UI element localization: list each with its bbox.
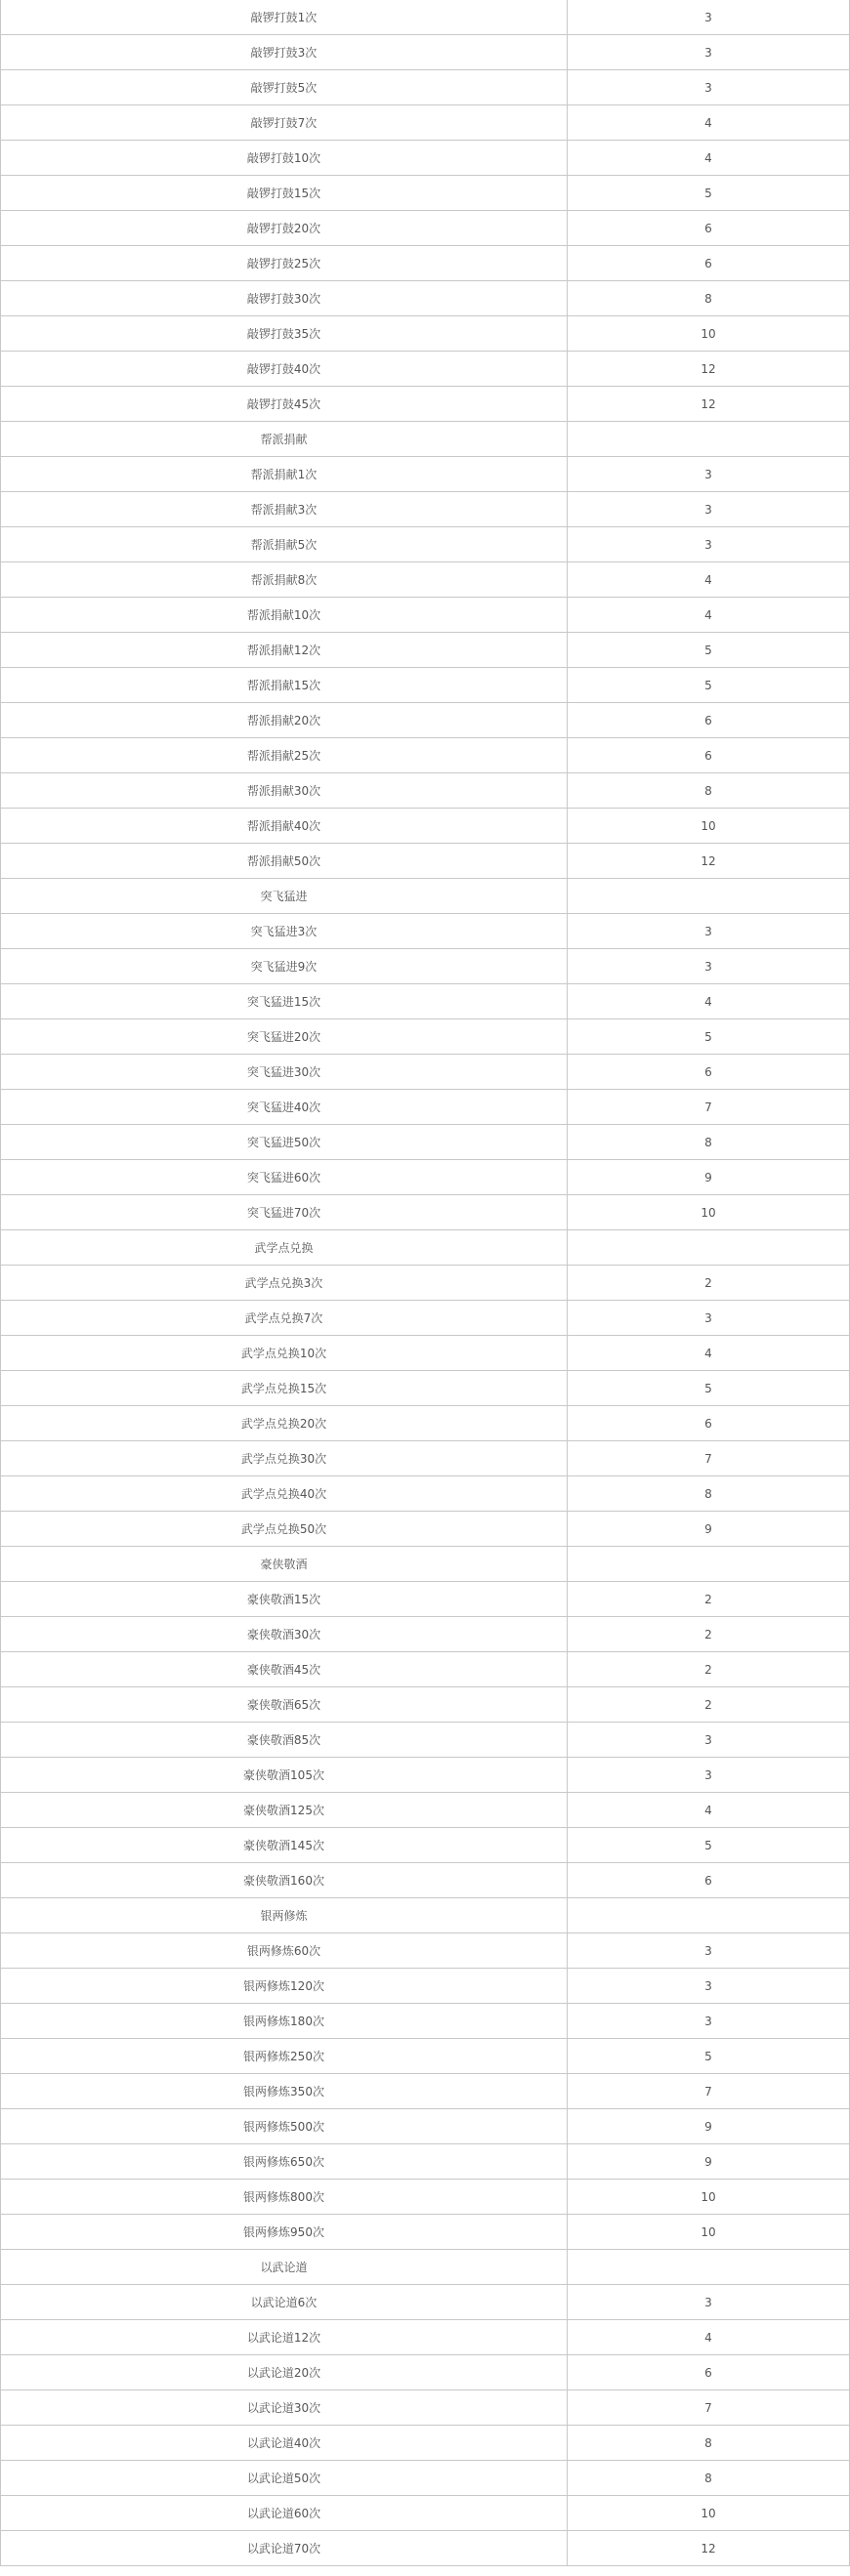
- reward-value-cell: 8: [568, 1476, 850, 1512]
- task-cell: 以武论道70次: [1, 2531, 568, 2566]
- task-cell: 敲锣打鼓35次: [1, 316, 568, 352]
- task-cell: 敲锣打鼓45次: [1, 387, 568, 422]
- table-row: [1, 2004, 850, 2039]
- reward-value-cell: 3: [568, 914, 850, 949]
- task-cell: 突飞猛进40次: [1, 1090, 568, 1125]
- task-cell: 敲锣打鼓20次: [1, 211, 568, 246]
- task-cell: 帮派捐献50次: [1, 844, 568, 879]
- table-row: [1, 598, 850, 633]
- reward-value-cell: 4: [568, 562, 850, 598]
- table-row: [1, 562, 850, 598]
- task-cell: 武学点兑换40次: [1, 1476, 568, 1512]
- reward-value-cell: 3: [568, 457, 850, 492]
- task-cell: 突飞猛进15次: [1, 984, 568, 1019]
- table-row: [1, 1512, 850, 1547]
- task-cell: 敲锣打鼓15次: [1, 176, 568, 211]
- table-row: [1, 1652, 850, 1687]
- reward-value-cell: 6: [568, 211, 850, 246]
- reward-value-cell: 8: [568, 2461, 850, 2496]
- section-title-cell: 突飞猛进: [1, 879, 568, 914]
- task-cell: 武学点兑换3次: [1, 1266, 568, 1301]
- table-row: [1, 2039, 850, 2074]
- table-row: [1, 1406, 850, 1441]
- reward-value-cell: 9: [568, 2144, 850, 2180]
- table-row: [1, 105, 850, 141]
- task-cell: 以武论道6次: [1, 2285, 568, 2320]
- reward-value-cell: 5: [568, 2039, 850, 2074]
- task-cell: 武学点兑换10次: [1, 1336, 568, 1371]
- reward-value-cell: 10: [568, 809, 850, 844]
- reward-value-cell: 3: [568, 2004, 850, 2039]
- reward-value-cell: 7: [568, 1090, 850, 1125]
- task-cell: 敲锣打鼓1次: [1, 0, 568, 35]
- table-row: [1, 1160, 850, 1195]
- task-cell: 突飞猛进3次: [1, 914, 568, 949]
- section-header-row: [1, 1547, 850, 1582]
- table-row: [1, 2320, 850, 2355]
- table-row: [1, 1617, 850, 1652]
- reward-value-cell: 6: [568, 703, 850, 738]
- task-cell: 豪侠敬酒145次: [1, 1828, 568, 1863]
- task-cell: 帮派捐献15次: [1, 668, 568, 703]
- task-cell: 以武论道30次: [1, 2390, 568, 2426]
- task-cell: 以武论道12次: [1, 2320, 568, 2355]
- reward-value-cell: 9: [568, 2109, 850, 2144]
- table-row: [1, 2109, 850, 2144]
- reward-value-cell: 2: [568, 1617, 850, 1652]
- reward-value-cell: 2: [568, 1687, 850, 1723]
- reward-value-cell: 4: [568, 105, 850, 141]
- table-row: [1, 1828, 850, 1863]
- reward-value-cell: 4: [568, 1336, 850, 1371]
- table-row: [1, 668, 850, 703]
- reward-value-cell: 10: [568, 2496, 850, 2531]
- table-row: [1, 1266, 850, 1301]
- reward-value-cell: [568, 1898, 850, 1933]
- task-cell: 突飞猛进50次: [1, 1125, 568, 1160]
- table-row: [1, 1125, 850, 1160]
- table-row: [1, 387, 850, 422]
- reward-value-cell: 6: [568, 246, 850, 281]
- reward-value-cell: 7: [568, 2074, 850, 2109]
- task-cell: 豪侠敬酒160次: [1, 1863, 568, 1898]
- table-row: [1, 2215, 850, 2250]
- task-cell: 敲锣打鼓10次: [1, 141, 568, 176]
- table-row: [1, 2180, 850, 2215]
- reward-value-cell: 10: [568, 1195, 850, 1230]
- table-row: [1, 844, 850, 879]
- task-cell: 敲锣打鼓30次: [1, 281, 568, 316]
- reward-value-cell: 12: [568, 844, 850, 879]
- task-cell: 帮派捐献10次: [1, 598, 568, 633]
- task-cell: 帮派捐献5次: [1, 527, 568, 562]
- table-row: [1, 141, 850, 176]
- table-row: [1, 2390, 850, 2426]
- table-row: [1, 773, 850, 809]
- section-title-cell: 武学点兑换: [1, 1230, 568, 1266]
- reward-value-cell: 3: [568, 1969, 850, 2004]
- table-row: [1, 1969, 850, 2004]
- reward-value-cell: 5: [568, 633, 850, 668]
- reward-value-cell: 8: [568, 773, 850, 809]
- table-row: [1, 949, 850, 984]
- task-cell: 豪侠敬酒65次: [1, 1687, 568, 1723]
- task-cell: 帮派捐献30次: [1, 773, 568, 809]
- table-row: [1, 1723, 850, 1758]
- table-row: [1, 1336, 850, 1371]
- task-cell: 武学点兑换7次: [1, 1301, 568, 1336]
- task-cell: 银两修炼60次: [1, 1933, 568, 1969]
- table-row: [1, 984, 850, 1019]
- reward-value-cell: 5: [568, 1828, 850, 1863]
- table-row: [1, 2144, 850, 2180]
- reward-value-cell: 10: [568, 2215, 850, 2250]
- table-row: [1, 492, 850, 527]
- reward-value-cell: [568, 1230, 850, 1266]
- section-header-row: [1, 1898, 850, 1933]
- reward-value-cell: 3: [568, 1758, 850, 1793]
- task-cell: 银两修炼800次: [1, 2180, 568, 2215]
- table-row: [1, 633, 850, 668]
- reward-value-cell: 5: [568, 1371, 850, 1406]
- table-row: [1, 1371, 850, 1406]
- table-row: [1, 176, 850, 211]
- reward-value-cell: 4: [568, 1793, 850, 1828]
- reward-value-cell: 3: [568, 492, 850, 527]
- reward-value-cell: 12: [568, 2531, 850, 2566]
- table-row: [1, 1301, 850, 1336]
- section-header-row: [1, 422, 850, 457]
- table-row: [1, 1055, 850, 1090]
- table-row: [1, 1863, 850, 1898]
- table-row: [1, 1758, 850, 1793]
- task-cell: 帮派捐献40次: [1, 809, 568, 844]
- reward-value-cell: 5: [568, 176, 850, 211]
- reward-value-cell: [568, 2250, 850, 2285]
- reward-value-cell: 3: [568, 949, 850, 984]
- table-row: [1, 2461, 850, 2496]
- task-cell: 银两修炼950次: [1, 2215, 568, 2250]
- reward-value-cell: 8: [568, 2426, 850, 2461]
- reward-value-cell: 4: [568, 141, 850, 176]
- reward-value-cell: 3: [568, 0, 850, 35]
- reward-value-cell: 6: [568, 1863, 850, 1898]
- reward-value-cell: 5: [568, 1019, 850, 1055]
- task-cell: 以武论道60次: [1, 2496, 568, 2531]
- table-row: [1, 527, 850, 562]
- reward-value-cell: [568, 422, 850, 457]
- task-cell: 豪侠敬酒30次: [1, 1617, 568, 1652]
- reward-value-cell: 3: [568, 527, 850, 562]
- section-title-cell: 豪侠敬酒: [1, 1547, 568, 1582]
- table-row: [1, 738, 850, 773]
- reward-value-cell: 7: [568, 2390, 850, 2426]
- task-cell: 敲锣打鼓25次: [1, 246, 568, 281]
- task-cell: 敲锣打鼓7次: [1, 105, 568, 141]
- table-row: [1, 1933, 850, 1969]
- task-cell: 突飞猛进60次: [1, 1160, 568, 1195]
- reward-value-cell: 3: [568, 1301, 850, 1336]
- reward-value-cell: 10: [568, 316, 850, 352]
- table-row: [1, 352, 850, 387]
- task-cell: 豪侠敬酒85次: [1, 1723, 568, 1758]
- task-cell: 帮派捐献20次: [1, 703, 568, 738]
- task-cell: 突飞猛进30次: [1, 1055, 568, 1090]
- reward-value-cell: 12: [568, 352, 850, 387]
- task-cell: 银两修炼500次: [1, 2109, 568, 2144]
- table-row: [1, 2074, 850, 2109]
- task-cell: 突飞猛进70次: [1, 1195, 568, 1230]
- section-header-row: [1, 879, 850, 914]
- task-cell: 武学点兑换15次: [1, 1371, 568, 1406]
- task-cell: 敲锣打鼓3次: [1, 35, 568, 70]
- reward-value-cell: 10: [568, 2180, 850, 2215]
- table-row: [1, 1441, 850, 1476]
- task-cell: 豪侠敬酒15次: [1, 1582, 568, 1617]
- task-cell: 帮派捐献12次: [1, 633, 568, 668]
- reward-value-cell: 9: [568, 1160, 850, 1195]
- task-cell: 以武论道20次: [1, 2355, 568, 2390]
- task-cell: 豪侠敬酒125次: [1, 1793, 568, 1828]
- reward-value-cell: [568, 1547, 850, 1582]
- task-cell: 武学点兑换20次: [1, 1406, 568, 1441]
- table-row: [1, 2531, 850, 2566]
- table-row: [1, 1687, 850, 1723]
- table-row: [1, 457, 850, 492]
- task-cell: 突飞猛进9次: [1, 949, 568, 984]
- reward-value-cell: 3: [568, 70, 850, 105]
- task-cell: 敲锣打鼓5次: [1, 70, 568, 105]
- table-row: [1, 70, 850, 105]
- reward-value-cell: 6: [568, 1055, 850, 1090]
- task-cell: 武学点兑换50次: [1, 1512, 568, 1547]
- table-row: [1, 0, 850, 35]
- task-cell: 突飞猛进20次: [1, 1019, 568, 1055]
- task-cell: 帮派捐献3次: [1, 492, 568, 527]
- reward-value-cell: 8: [568, 1125, 850, 1160]
- reward-value-cell: 4: [568, 598, 850, 633]
- section-header-row: [1, 2250, 850, 2285]
- reward-value-cell: 4: [568, 984, 850, 1019]
- table-row: [1, 1195, 850, 1230]
- reward-value-cell: 2: [568, 1652, 850, 1687]
- reward-value-cell: 4: [568, 2320, 850, 2355]
- reward-value-cell: 8: [568, 281, 850, 316]
- reward-value-cell: 5: [568, 668, 850, 703]
- table-row: [1, 246, 850, 281]
- section-header-row: [1, 1230, 850, 1266]
- task-cell: 以武论道40次: [1, 2426, 568, 2461]
- table-row: [1, 1793, 850, 1828]
- table-row: [1, 1476, 850, 1512]
- section-title-cell: 以武论道: [1, 2250, 568, 2285]
- reward-value-cell: 3: [568, 35, 850, 70]
- table-row: [1, 703, 850, 738]
- table-row: [1, 2285, 850, 2320]
- task-cell: 武学点兑换30次: [1, 1441, 568, 1476]
- task-cell: 帮派捐献1次: [1, 457, 568, 492]
- table-row: [1, 35, 850, 70]
- reward-value-cell: 6: [568, 2355, 850, 2390]
- task-cell: 帮派捐献8次: [1, 562, 568, 598]
- table-row: [1, 2496, 850, 2531]
- reward-table-body: [1, 0, 850, 2566]
- task-cell: 银两修炼120次: [1, 1969, 568, 2004]
- reward-value-cell: 3: [568, 1723, 850, 1758]
- table-row: [1, 211, 850, 246]
- reward-value-cell: [568, 879, 850, 914]
- section-title-cell: 帮派捐献: [1, 422, 568, 457]
- reward-value-cell: 12: [568, 387, 850, 422]
- task-cell: 豪侠敬酒45次: [1, 1652, 568, 1687]
- task-cell: 豪侠敬酒105次: [1, 1758, 568, 1793]
- reward-value-cell: 6: [568, 1406, 850, 1441]
- table-row: [1, 2426, 850, 2461]
- task-cell: 银两修炼650次: [1, 2144, 568, 2180]
- task-cell: 银两修炼350次: [1, 2074, 568, 2109]
- task-cell: 银两修炼250次: [1, 2039, 568, 2074]
- table-row: [1, 316, 850, 352]
- section-title-cell: 银两修炼: [1, 1898, 568, 1933]
- task-cell: 以武论道50次: [1, 2461, 568, 2496]
- task-cell: 帮派捐献25次: [1, 738, 568, 773]
- reward-value-cell: 9: [568, 1512, 850, 1547]
- table-row: [1, 281, 850, 316]
- table-row: [1, 2355, 850, 2390]
- reward-value-cell: 3: [568, 1933, 850, 1969]
- task-cell: 敲锣打鼓40次: [1, 352, 568, 387]
- table-row: [1, 914, 850, 949]
- reward-value-cell: 7: [568, 1441, 850, 1476]
- table-row: [1, 809, 850, 844]
- table-row: [1, 1090, 850, 1125]
- reward-value-cell: 3: [568, 2285, 850, 2320]
- table-row: [1, 1582, 850, 1617]
- reward-value-cell: 2: [568, 1266, 850, 1301]
- task-cell: 银两修炼180次: [1, 2004, 568, 2039]
- reward-value-cell: 6: [568, 738, 850, 773]
- table-row: [1, 1019, 850, 1055]
- reward-value-cell: 2: [568, 1582, 850, 1617]
